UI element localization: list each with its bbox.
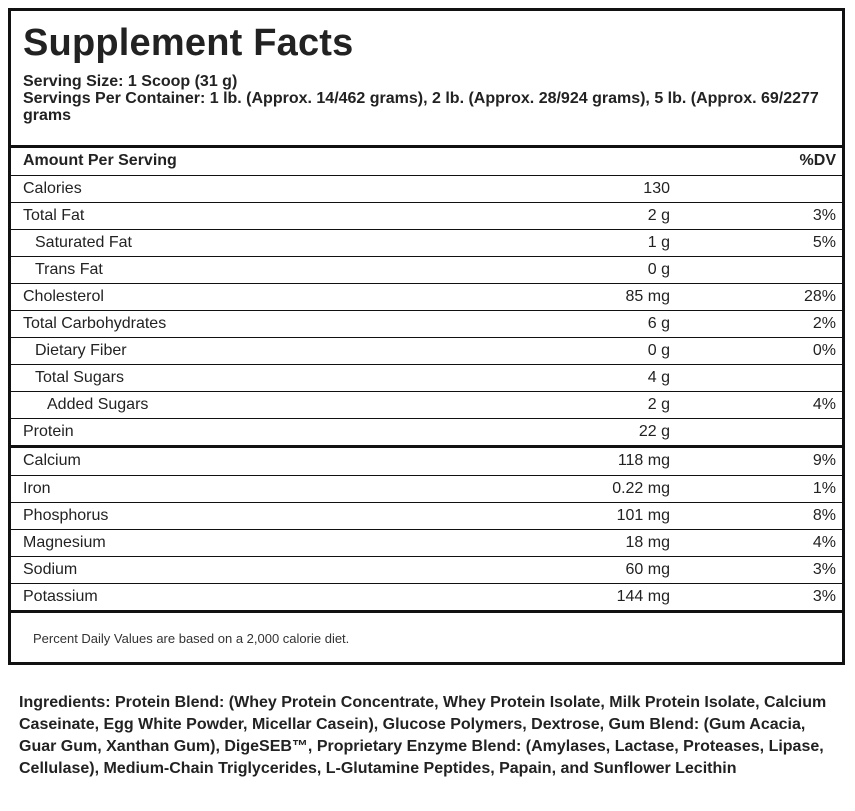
nutrient-dv: 28% — [803, 288, 836, 305]
serving-info — [23, 73, 823, 124]
nutrient-name: Saturated Fat — [35, 234, 132, 251]
mineral-amount: 60 mg — [625, 561, 670, 578]
daily-value-footnote: Percent Daily Values are based on a 2,000 calorie diet. — [33, 631, 350, 646]
nutrient-dv: 0% — [812, 342, 836, 359]
nutrient-row-calories — [11, 175, 842, 202]
supplement-facts-panel — [8, 8, 845, 665]
nutrient-name: Total Carbohydrates — [23, 315, 167, 332]
mineral-dv: 3% — [812, 561, 836, 578]
mineral-amount: 0.22 mg — [612, 480, 670, 497]
table-header-row — [11, 148, 842, 175]
mineral-row-phosphorus — [11, 502, 842, 529]
mineral-dv: 8% — [812, 507, 836, 524]
servings-per-container: Servings Per Container: 1 lb. (Approx. 14/462 grams), 2 lb. (Approx. 28/924 grams), 5 lb. (Approx. 69/2277 grams — [23, 90, 819, 124]
mineral-name: Iron — [23, 480, 51, 497]
nutrient-amount: 2 g — [647, 396, 670, 413]
mineral-row-potassium — [11, 583, 842, 610]
nutrient-row-total-sugars — [11, 364, 842, 391]
nutrient-dv: 4% — [812, 396, 836, 413]
nutrient-dv: 3% — [812, 207, 836, 224]
nutrient-name: Calories — [23, 180, 82, 197]
mineral-row-magnesium — [11, 529, 842, 556]
mineral-dv: 9% — [812, 452, 836, 469]
mineral-name: Sodium — [23, 561, 78, 578]
nutrient-amount: 0 g — [647, 261, 670, 278]
mineral-dv: 3% — [812, 588, 836, 605]
mineral-name: Potassium — [23, 588, 98, 605]
mineral-dv: 4% — [812, 534, 836, 551]
mineral-row-iron — [11, 475, 842, 502]
mineral-amount: 118 mg — [617, 452, 670, 469]
panel-title: Supplement Facts — [23, 22, 354, 64]
nutrient-amount: 85 mg — [625, 288, 670, 305]
nutrient-row-saturated-fat — [11, 229, 842, 256]
amount-per-serving-label: Amount Per Serving — [23, 152, 177, 169]
nutrient-amount: 22 g — [638, 423, 670, 440]
nutrient-name: Cholesterol — [23, 288, 104, 305]
nutrient-name: Dietary Fiber — [35, 342, 127, 359]
mineral-row-sodium — [11, 556, 842, 583]
nutrient-row-protein — [11, 418, 842, 445]
mineral-amount: 101 mg — [616, 507, 670, 524]
nutrient-name: Total Sugars — [35, 369, 124, 386]
nutrient-amount: 2 g — [647, 207, 670, 224]
nutrient-row-cholesterol — [11, 283, 842, 310]
nutrient-name: Trans Fat — [35, 261, 103, 278]
serving-size: Serving Size: 1 Scoop (31 g) — [23, 73, 238, 90]
mineral-amount: 18 mg — [625, 534, 670, 551]
mineral-name: Magnesium — [23, 534, 106, 551]
mineral-name: Calcium — [23, 452, 81, 469]
nutrient-amount: 6 g — [647, 315, 670, 332]
nutrient-row-dietary-fiber — [11, 337, 842, 364]
nutrient-name: Added Sugars — [47, 396, 149, 413]
dv-header-label: %DV — [799, 152, 836, 169]
nutrient-name: Total Fat — [23, 207, 85, 224]
nutrient-row-total-fat — [11, 202, 842, 229]
nutrient-row-trans-fat — [11, 256, 842, 283]
bottom-thick-divider — [11, 610, 842, 613]
nutrient-amount: 4 g — [647, 369, 670, 386]
mineral-name: Phosphorus — [23, 507, 109, 524]
nutrient-row-total-carbohydrates — [11, 310, 842, 337]
nutrient-amount: 0 g — [647, 342, 670, 359]
mineral-row-calcium — [11, 448, 842, 475]
mineral-dv: 1% — [812, 480, 836, 497]
ingredients-text: Ingredients: Protein Blend: (Whey Protein Concentrate, Whey Protein Isolate, Milk Protein Isolate, Calcium Caseinate, Egg White Powder, Micellar Casein), Glucose Polymers, Dextrose, Gum Blend: (Gum Acacia, Guar Gum, Xanthan Gum), DigeSEB™, Proprietary Enzyme Blend: (Amylases, Lactase, Proteases, Lipase, Cellulase), Medium-Chain Triglycerides, L-Glutamine Peptides, Papain, and Sunflower Lecithin — [19, 694, 827, 777]
nutrient-name: Protein — [23, 423, 74, 440]
nutrient-amount: 130 — [643, 180, 670, 197]
nutrient-dv: 2% — [812, 315, 836, 332]
mineral-amount: 144 mg — [616, 588, 670, 605]
nutrient-amount: 1 g — [647, 234, 670, 251]
nutrient-dv: 5% — [812, 234, 836, 251]
nutrient-row-added-sugars — [11, 391, 842, 418]
